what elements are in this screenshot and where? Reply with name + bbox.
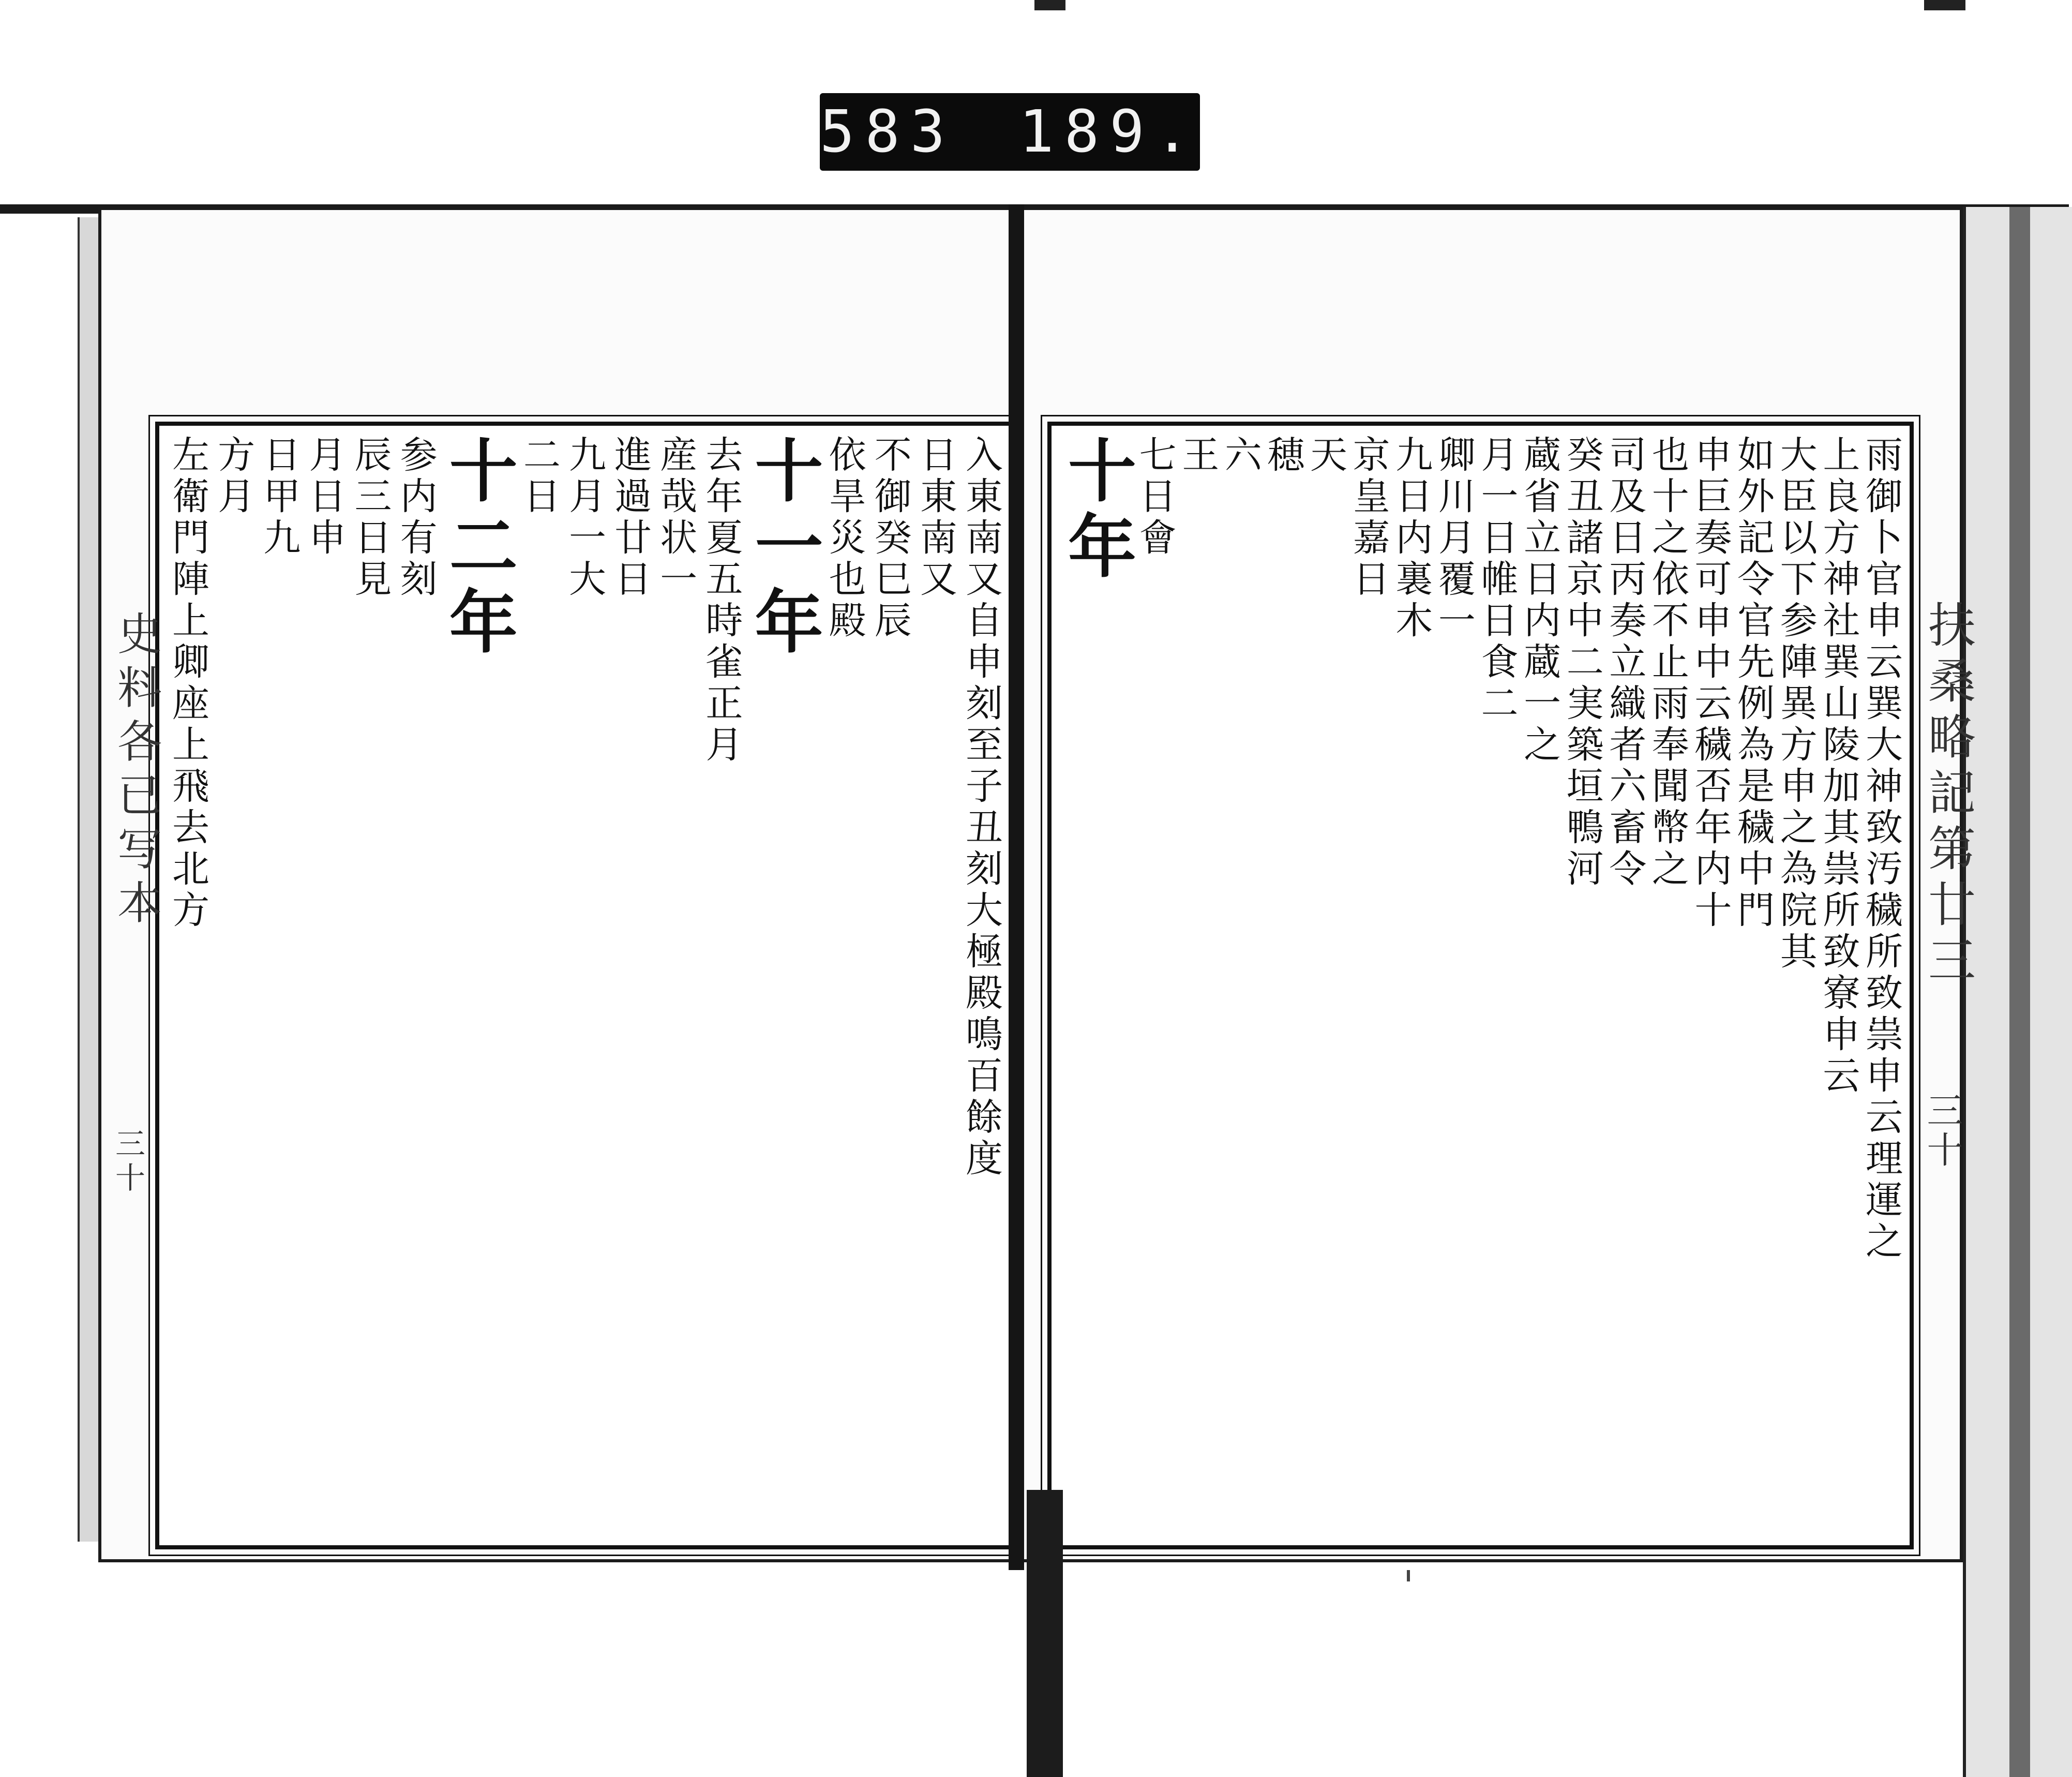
text-column: 蔵省立日内蔵一之 (1518, 435, 1561, 766)
right-gutter-title: 扶桑略記第廿三 (1920, 600, 1976, 991)
text-column: 穂 (1261, 435, 1305, 476)
text-column: 雨御卜官申云巽大神致汚穢所致祟申云理運之 (1859, 435, 1903, 1263)
microfilm-frame-label (820, 93, 1200, 171)
left-gutter-title: 史料各已写本 (110, 610, 161, 933)
book-spine (1009, 204, 1024, 1570)
text-column: 癸丑諸京中二実築垣鴨河 (1560, 435, 1604, 890)
right-text-frame (1047, 422, 1914, 1549)
text-column: 進過廿日 (608, 435, 652, 601)
text-column: 産哉状一 (654, 435, 698, 601)
text-column: 七日會 (1133, 435, 1177, 559)
text-column: 去年夏五時雀正月 (699, 435, 743, 766)
text-column: 月一日帷日食二 (1475, 435, 1519, 725)
left-text-columns (166, 435, 1003, 1536)
text-column: 左衛門陣上卿座上飛去北方 (166, 435, 209, 932)
text-column: 月日申 (303, 435, 347, 559)
text-column: 也十之依不止雨奉聞幣之 (1645, 435, 1689, 890)
text-column: 大臣以下参陣異方申之為院其 (1774, 435, 1818, 973)
stray-mark (1407, 1570, 1410, 1581)
text-column: 九月一大 (563, 435, 606, 601)
right-text-columns (1056, 435, 1903, 1536)
frame-number: 189. (1019, 98, 1200, 166)
text-column: 京皇嘉日 (1346, 435, 1390, 601)
text-column: 不御癸巳辰 (868, 435, 912, 642)
year-heading: 十一年 (743, 435, 823, 662)
right-gutter-folio: 三十 (1921, 1092, 1963, 1170)
scan-mark (1034, 0, 1065, 10)
text-column: 天 (1304, 435, 1348, 476)
scan-mark (1924, 0, 1965, 10)
text-column: 六 (1218, 435, 1262, 476)
text-column: 入東南又自申刻至子丑刻大極殿鳴百餘度 (959, 435, 1003, 1180)
left-text-frame (155, 422, 1014, 1549)
text-column: 参内有刻 (394, 435, 438, 601)
text-column: 卿川月覆一 (1432, 435, 1476, 642)
text-column: 二日 (517, 435, 561, 518)
year-heading: 十二年 (437, 435, 518, 662)
text-column: 辰三日見 (348, 435, 392, 601)
text-column: 如外記令官先例為是穢中門 (1731, 435, 1775, 932)
binding-strap (1027, 1490, 1063, 1777)
text-column: 司及日丙奏立織者六畜令 (1603, 435, 1647, 890)
text-column: 申巨奏可申中云穢否年内十 (1688, 435, 1732, 932)
right-page-shadow (2009, 207, 2030, 1777)
text-column: 九日内裏木 (1389, 435, 1433, 642)
text-column: 日東南又 (913, 435, 957, 601)
reel-number: 583 (820, 98, 956, 166)
text-column: 王 (1176, 435, 1220, 476)
text-column: 方月 (212, 435, 256, 518)
left-gutter-folio: 三十 (110, 1128, 145, 1196)
text-column: 日甲九 (257, 435, 301, 559)
year-heading: 十年 (1056, 435, 1136, 586)
text-column: 上良方神社巽山陵加其祟所致寮申云 (1816, 435, 1860, 1097)
text-column: 依旱災也殿 (822, 435, 866, 642)
